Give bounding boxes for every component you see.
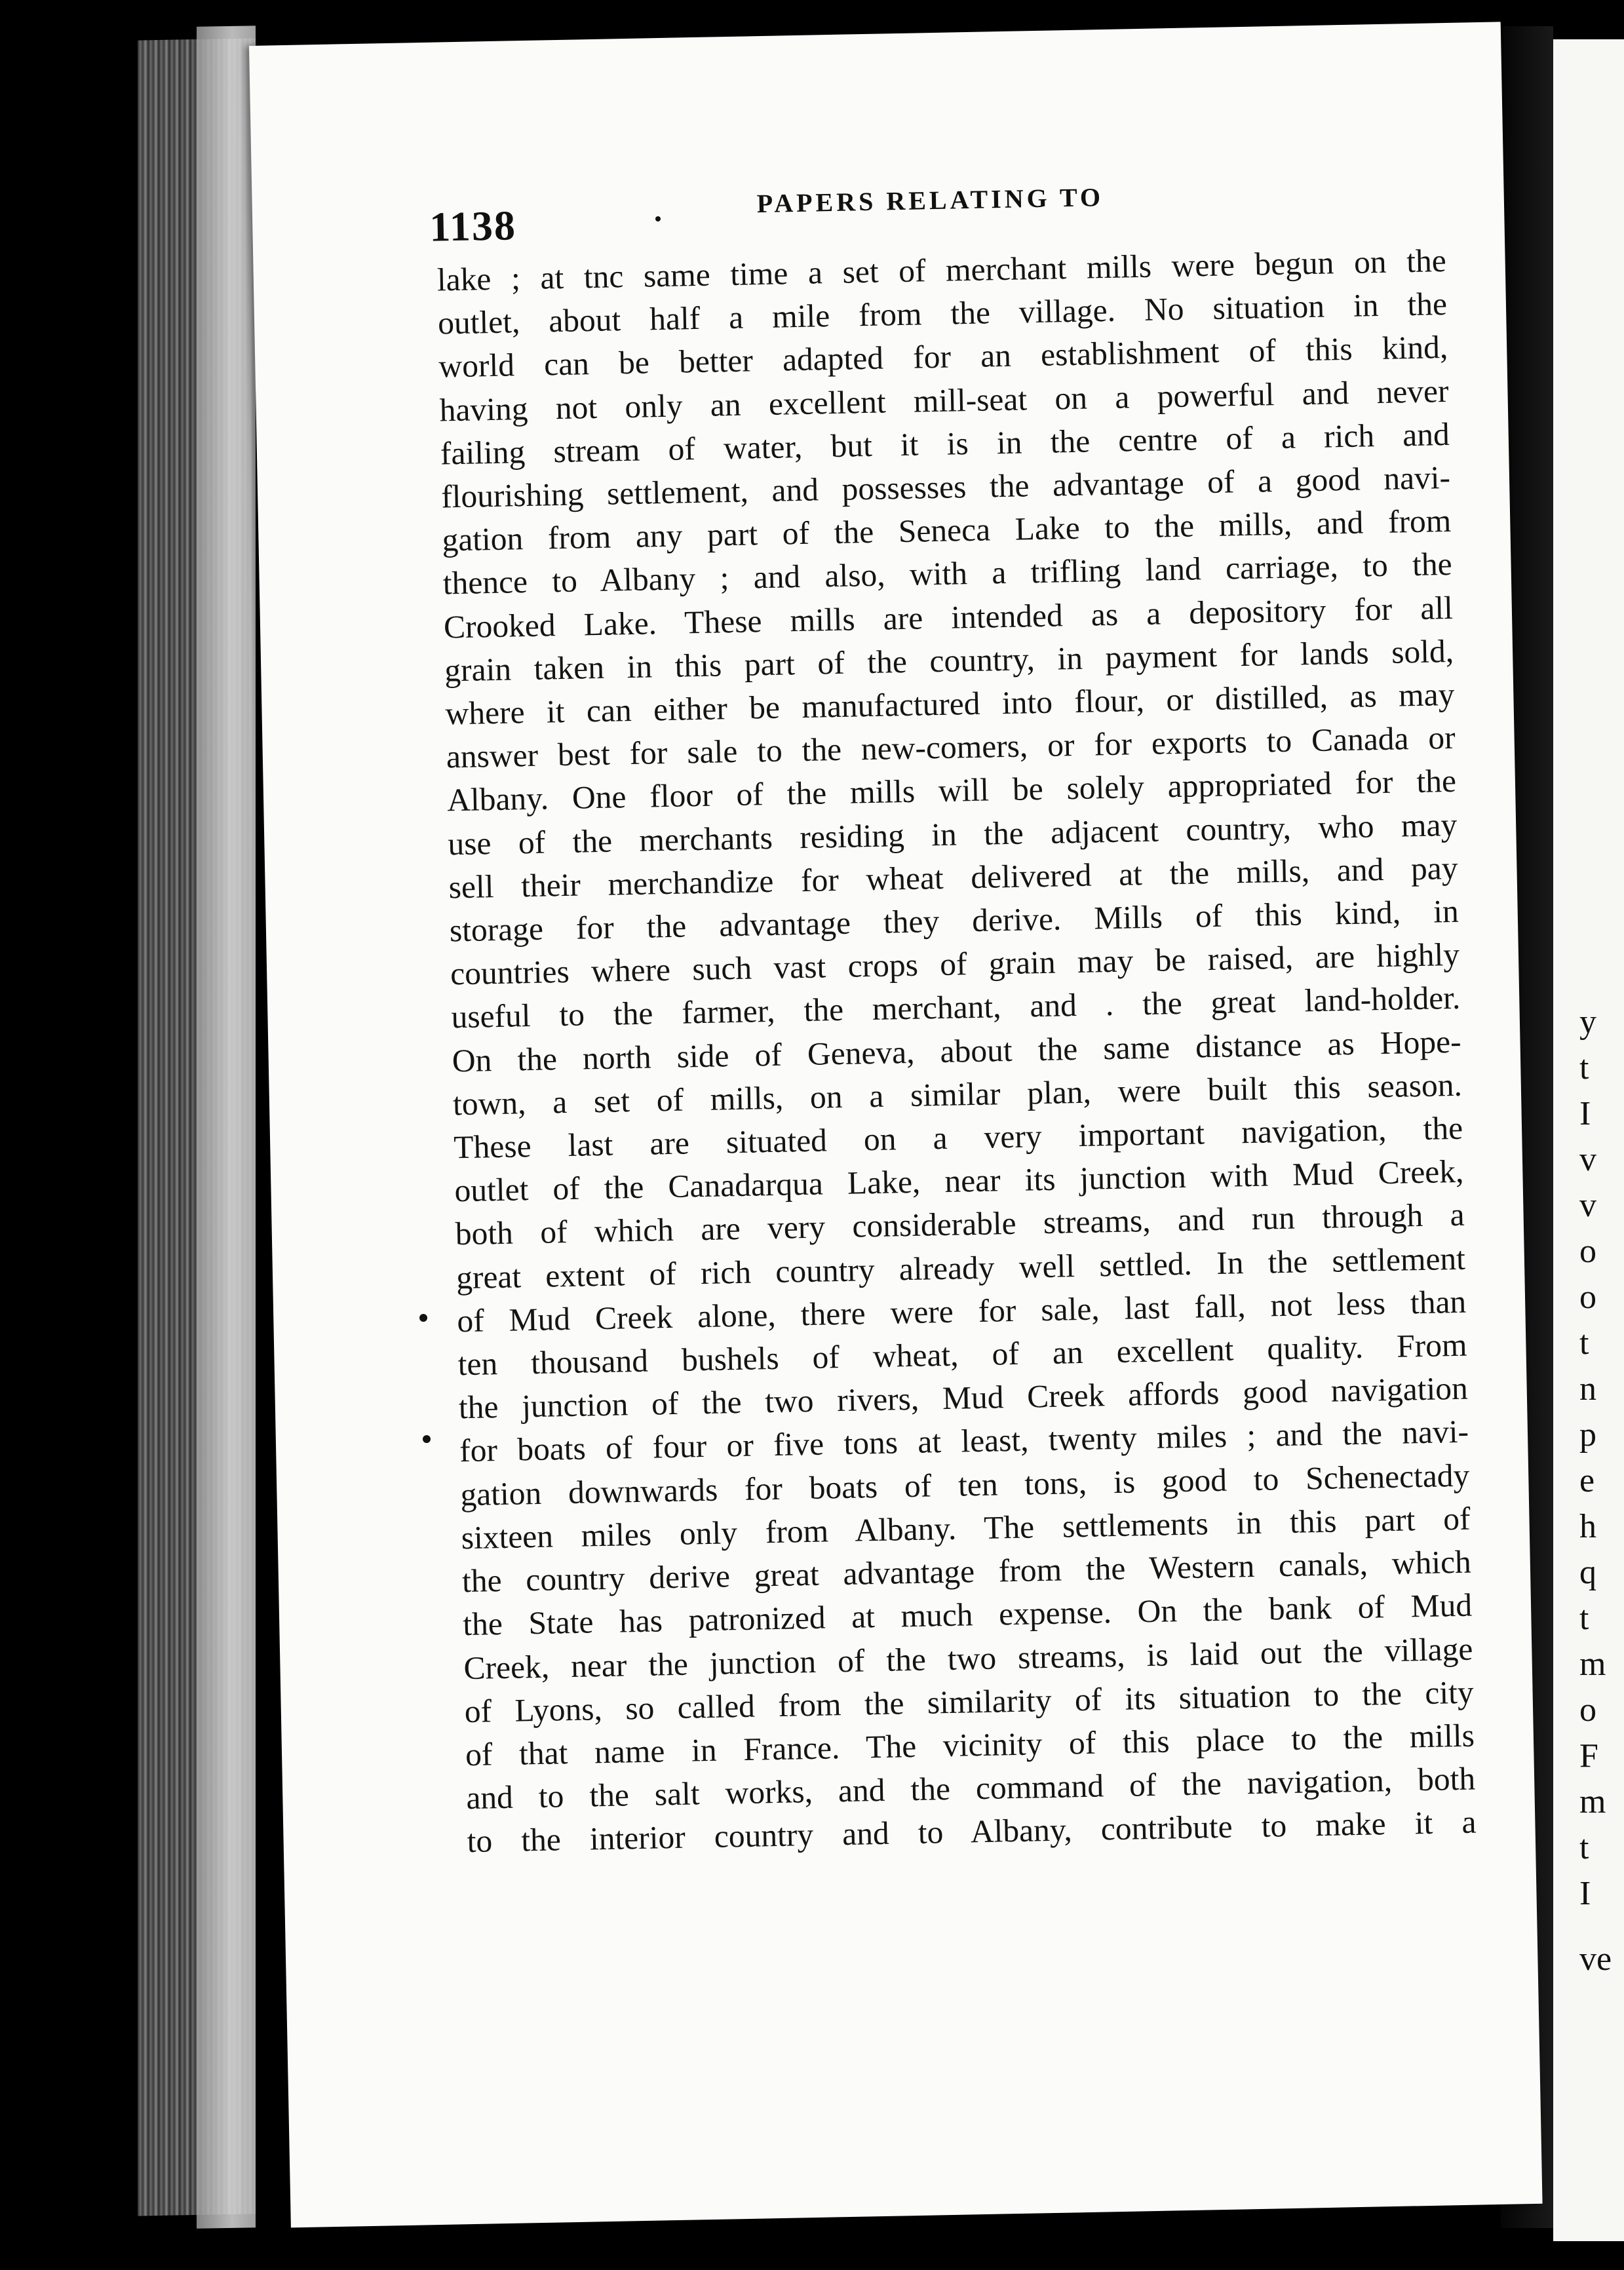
running-head: PAPERS RELATING TO bbox=[756, 182, 1104, 219]
text-line: outlet of the Canadarqua Lake, near its junction with Mud Creek, bbox=[454, 1153, 1464, 1209]
facing-page-fragment: e bbox=[1579, 1462, 1595, 1499]
text-line: to the interior country and to Albany, contribute to make it a bbox=[467, 1803, 1477, 1860]
book-edge-highlight bbox=[197, 26, 256, 2229]
facing-page-fragment: t bbox=[1579, 1324, 1589, 1362]
text-line: where it can either be manufactured into flour, or distilled, as may bbox=[445, 676, 1455, 732]
ink-speck bbox=[423, 1435, 431, 1443]
text-line: Albany. One floor of the mills will be solely appropriated for the bbox=[446, 763, 1457, 818]
text-line: the State has patronized at much expense. On the bank of Mud bbox=[462, 1587, 1473, 1643]
facing-page-fragment: m bbox=[1579, 1783, 1606, 1820]
facing-page-fragment: n bbox=[1579, 1370, 1596, 1408]
text-line: countries where such vast crops of grain may be raised, are highly bbox=[450, 936, 1460, 992]
text-line: thence to Albany ; and also, with a trifling land carriage, to the bbox=[442, 546, 1453, 602]
text-line: grain taken in this part of the country, in payment for lands sold, bbox=[444, 632, 1454, 689]
facing-page-fragment: o bbox=[1579, 1279, 1596, 1316]
text-line: useful to the farmer, the merchant, and . the great land-holder. bbox=[450, 980, 1461, 1035]
facing-page-fragment: I bbox=[1579, 1875, 1591, 1912]
text-line: failing stream of water, but it is in the centre of a rich and bbox=[440, 415, 1450, 472]
text-line: world can be better adapted for an establishment of this kind, bbox=[438, 329, 1448, 385]
text-line: the junction of the two rivers, Mud Creek affords good navigation bbox=[458, 1370, 1469, 1426]
text-line: of that name in France. The vicinity of this place to the mills bbox=[465, 1717, 1475, 1773]
text-line: having not only an excellent mill-seat on a powerful and never bbox=[439, 372, 1449, 429]
facing-page bbox=[1553, 39, 1624, 2241]
facing-page-fragment: o bbox=[1579, 1233, 1596, 1270]
text-line: ten thousand bushels of wheat, of an excellent quality. From bbox=[457, 1326, 1467, 1383]
facing-page-fragment: v bbox=[1579, 1187, 1596, 1224]
text-line: On the north side of Geneva, about the same distance as Hope- bbox=[452, 1023, 1462, 1079]
facing-page-fragment: I bbox=[1579, 1095, 1591, 1132]
body-text bbox=[436, 239, 1477, 1864]
text-line: both of which are very considerable streams, and run through a bbox=[455, 1197, 1465, 1252]
book-page bbox=[249, 22, 1543, 2227]
text-line: for boats of four or five tons at least, twenty miles ; and the navi- bbox=[459, 1414, 1469, 1469]
text-line: gation downwards for boats of ten tons, is good to Schenectady bbox=[459, 1457, 1470, 1512]
text-line: outlet, about half a mile from the village. No situation in the bbox=[437, 286, 1448, 341]
text-line: of Mud Creek alone, there were for sale, last fall, not less than bbox=[456, 1283, 1467, 1339]
text-line: answer best for sale to the new-comers, or for exports to Canada or bbox=[446, 720, 1456, 775]
facing-page-fragment: o bbox=[1579, 1691, 1596, 1729]
facing-page-fragment: h bbox=[1579, 1508, 1596, 1545]
text-line: storage for the advantage they derive. Mills of this kind, in bbox=[449, 893, 1460, 949]
facing-page-fragment: ve bbox=[1579, 1940, 1612, 1978]
facing-page-fragment: F bbox=[1579, 1737, 1598, 1775]
text-line: Crooked Lake. These mills are intended as a depository for all bbox=[443, 589, 1454, 645]
facing-page-fragment: t bbox=[1579, 1829, 1589, 1866]
text-line: the country derive great advantage from the Western canals, which bbox=[461, 1543, 1472, 1600]
facing-page-fragment: m bbox=[1579, 1645, 1606, 1683]
text-line: great extent of rich country already well settled. In the settlement bbox=[455, 1240, 1466, 1296]
text-line: and to the salt works, and the command of the navigation, both bbox=[465, 1760, 1476, 1817]
facing-page-fragment: y bbox=[1579, 1003, 1596, 1041]
text-line: lake ; at tnc same time a set of merchant mills were begun on the bbox=[436, 242, 1447, 298]
facing-page-fragment: t bbox=[1579, 1600, 1589, 1637]
text-line: of Lyons, so called from the similarity of its situation to the city bbox=[464, 1674, 1475, 1729]
text-line: Creek, near the junction of the two streams, is laid out the village bbox=[463, 1630, 1473, 1686]
text-line: gation from any part of the Seneca Lake to the mills, and from bbox=[442, 503, 1452, 558]
text-line: These last are situated on a very important navigation, the bbox=[453, 1109, 1463, 1166]
text-line: flourishing settlement, and possesses the advantage of a good navi- bbox=[440, 459, 1451, 515]
text-line: town, a set of mills, on a similar plan, were built this season. bbox=[452, 1066, 1463, 1123]
facing-page-fragment: q bbox=[1579, 1554, 1596, 1591]
text-line: use of the merchants residing in the adjacent country, who may bbox=[447, 806, 1458, 862]
facing-page-fragment: p bbox=[1579, 1416, 1596, 1453]
page-number: 1138 bbox=[429, 202, 517, 250]
ink-speck bbox=[419, 1314, 427, 1322]
facing-page-fragment: t bbox=[1579, 1049, 1589, 1087]
ink-speck bbox=[655, 216, 661, 221]
facing-page-fragment: v bbox=[1579, 1141, 1596, 1178]
text-line: sell their merchandize for wheat delivered at the mills, and pay bbox=[448, 849, 1458, 906]
text-line: sixteen miles only from Albany. The settlements in this part of bbox=[461, 1500, 1471, 1556]
